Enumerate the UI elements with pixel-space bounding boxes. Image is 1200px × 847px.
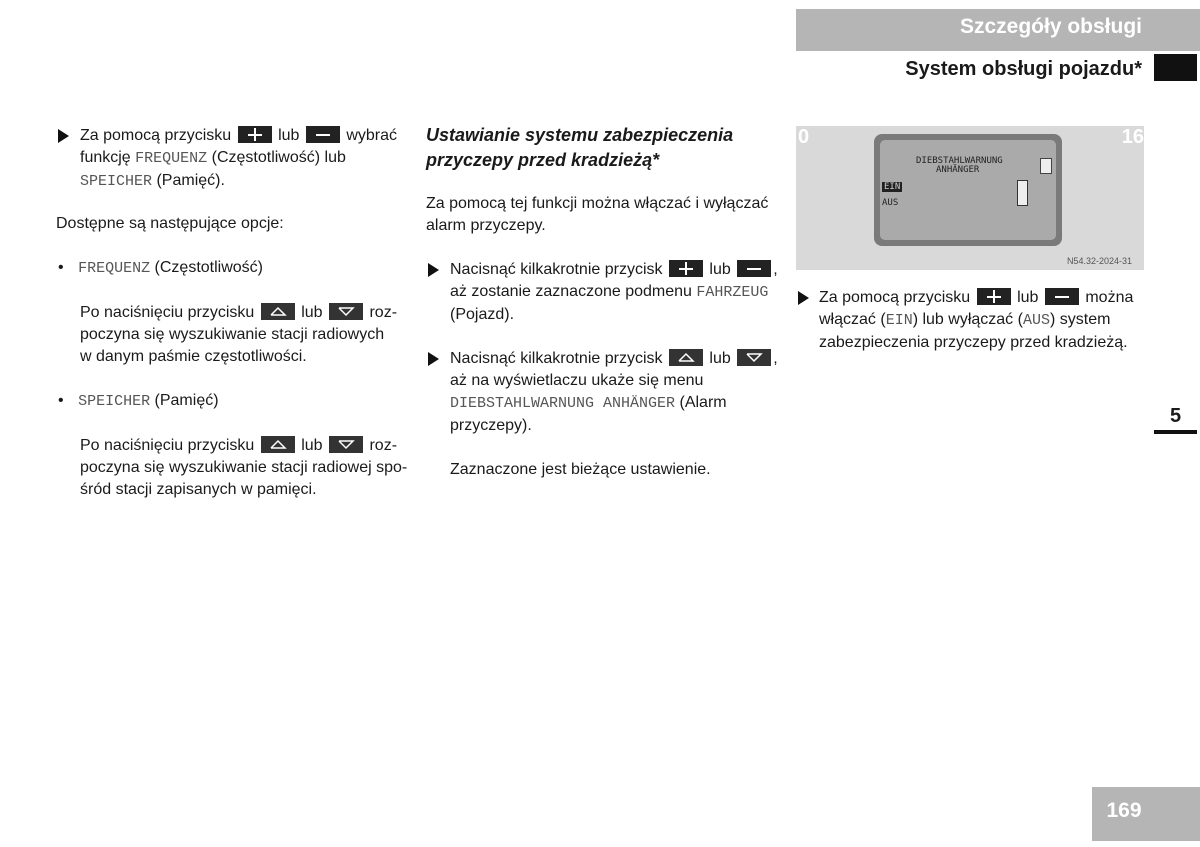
up-button-icon (669, 349, 703, 366)
section-header-bar (796, 9, 1200, 51)
option-speicher-desc (56, 435, 416, 501)
text: zabezpieczenia przyczepy przed kradzieżą. (819, 334, 1128, 351)
bullet-arrow-icon (798, 291, 809, 305)
option-frequenz: • FREQUENZ (Częstotliwość) (58, 259, 263, 277)
plus-button-icon (977, 288, 1011, 305)
text: Po naciśnięciu przycisku (80, 437, 255, 454)
gauge-right-number: 16 (1121, 126, 1144, 148)
chapter-tab: 5 (1154, 402, 1197, 434)
text: (Pojazd). (450, 306, 515, 323)
section-title: Szczegóły obsługi (959, 15, 1142, 38)
code-fahrzeug: FAHRZEUG (696, 284, 769, 301)
step-select-menu: Nacisnąć kilkakrotnie przycisk lub , aż na wyświetlaczu ukaże się menu DIEBSTAHLWARNUNG ANHÄNGER (Alarm przyczepy). (426, 348, 782, 437)
page-number-box (1092, 787, 1200, 841)
display-title-line1: DIEBSTAHLWARNUNG (916, 156, 1003, 166)
text: Po naciśnięciu przycisku (80, 304, 255, 321)
code-speicher: SPEICHER (80, 173, 153, 190)
text: (Pamięć). (156, 172, 225, 189)
bullet-arrow-icon (58, 129, 69, 143)
text: śród stacji zapisanych w pamięci. (80, 481, 317, 498)
code-ein: EIN (885, 312, 913, 329)
text: Za pomocą przycisku (80, 127, 232, 144)
right-column (796, 287, 1156, 354)
text: lub (278, 127, 300, 144)
text: funkcję (80, 149, 131, 166)
code-diebstahlwarnung: DIEBSTAHLWARNUNG ANHÄNGER (450, 395, 676, 412)
page-number: 169 (1106, 799, 1142, 822)
text: (Częstotliwość) (154, 259, 263, 276)
text: lub (301, 437, 323, 454)
trailer-icon (1040, 158, 1052, 174)
text: Nacisnąć kilkakrotnie przycisk (450, 261, 663, 278)
text: włączać ( (819, 311, 886, 328)
up-button-icon (261, 436, 295, 453)
scroll-indicator (1017, 180, 1028, 206)
option-frequenz-desc (56, 302, 416, 368)
display-option-aus: AUS (882, 198, 899, 208)
image-code: N54.32-2024-31 (1066, 256, 1132, 266)
text: poczyna się wyszukiwanie stacji radiowych (80, 326, 385, 343)
text: w danym paśmie częstotliwości. (80, 348, 307, 365)
down-button-icon (737, 349, 771, 366)
header-marker (1154, 54, 1197, 81)
text: (Częstotliwość) lub (211, 149, 346, 166)
bullet-arrow-icon (428, 352, 439, 366)
instruction-select-function (56, 125, 416, 193)
plus-button-icon (669, 260, 703, 277)
down-button-icon (329, 303, 363, 320)
instrument-display-illustration (796, 126, 1144, 270)
text: (Alarm (679, 394, 727, 411)
gauge-left-number: 0 (798, 126, 810, 148)
note-current-setting: Zaznaczone jest bieżące ustawienie. (450, 461, 711, 478)
text: można (1085, 289, 1134, 306)
code-frequenz: FREQUENZ (135, 150, 208, 167)
left-column (56, 125, 416, 501)
middle-column (426, 123, 782, 481)
plus-button-icon (238, 126, 272, 143)
minus-button-icon (737, 260, 771, 277)
display-title-line2: ANHÄNGER (936, 165, 980, 175)
code-frequenz: FREQUENZ (78, 260, 151, 277)
text: poczyna się wyszukiwanie stacji radiowej spo- (80, 459, 408, 476)
text: aż zostanie zaznaczone podmenu (450, 283, 692, 300)
text: roz- (369, 437, 398, 454)
text: aż na wyświetlaczu ukaże się menu (450, 372, 704, 389)
instruction-toggle-alarm (796, 287, 1156, 354)
text: lub (709, 261, 731, 278)
text: wybrać (346, 127, 398, 144)
text: Nacisnąć kilkakrotnie przycisk (450, 350, 663, 367)
option-speicher: • SPEICHER (Pamięć) (58, 392, 219, 410)
text: lub (1017, 289, 1039, 306)
text: roz- (369, 304, 398, 321)
options-intro: Dostępne są następujące opcje: (56, 215, 284, 232)
up-button-icon (261, 303, 295, 320)
text: lub (301, 304, 323, 321)
display-screen (880, 140, 1056, 240)
text: Za pomocą przycisku (819, 289, 971, 306)
minus-button-icon (306, 126, 340, 143)
text: (Pamięć) (154, 392, 219, 409)
minus-button-icon (1045, 288, 1079, 305)
text: ) lub wyłączać ( (912, 311, 1023, 328)
page-subtitle: System obsługi pojazdu* (905, 58, 1142, 80)
text: przyczepy przed kradzieżą* (426, 150, 660, 170)
text: ) system (1049, 311, 1111, 328)
code-aus: AUS (1022, 312, 1050, 329)
display-option-ein: EIN (884, 182, 901, 192)
down-button-icon (329, 436, 363, 453)
text: przyczepy). (450, 417, 532, 434)
text: alarm przyczepy. (426, 217, 546, 234)
text: Za pomocą tej funkcji można włączać i wyłączać (426, 195, 769, 212)
section-heading (426, 123, 782, 173)
step-select-fahrzeug: Nacisnąć kilkakrotnie przycisk lub , aż zostanie zaznaczone podmenu FAHRZEUG (Pojazd). (426, 259, 782, 326)
code-speicher: SPEICHER (78, 393, 151, 410)
text: lub (709, 350, 731, 367)
intro-paragraph (426, 193, 782, 237)
text: Ustawianie systemu zabezpieczenia (426, 125, 734, 145)
bullet-arrow-icon (428, 263, 439, 277)
